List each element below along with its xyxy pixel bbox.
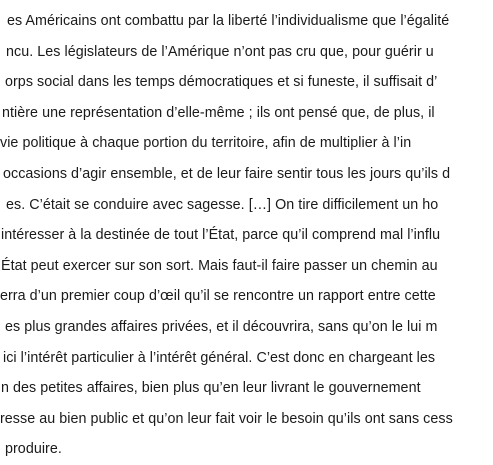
text-line: es Américains ont combattu par la liberté l’individualisme que l’égalité [7,13,450,29]
text-line: es. C’était se conduire avec sagesse. […] On tire difficilement un ho [6,196,439,213]
text-line: resse au bien public et qu’on leur fait voir le besoin qu’ils ont sans cess [0,410,453,427]
text-line: es plus grandes affaires privées, et il découvrira, sans qu’on le lui m [5,318,438,335]
text-line: intéresser à la destinée de tout l’État, parce qu’il comprend mal l’influ [1,227,441,244]
text-line: erra d’un premier coup d’œil qu’il se rencontre un rapport entre cette [0,288,436,305]
text-line: ici l’intérêt particulier à l’intérêt général. C’est donc en chargeant les [3,349,436,366]
text-line: n des petites affaires, bien plus qu’en leur livrant le gouvernement [1,380,421,397]
text-line: État peut exercer sur son sort. Mais faut-il faire passer un chemin au [1,257,438,274]
text-line: ntière une représentation d’elle-même ; ils ont pensé que, de plus, il [2,104,435,121]
text-line: ncu. Les législateurs de l’Amérique n’ont pas cru que, pour guérir u [6,43,434,60]
text-line: vie politique à chaque portion du territoire, afin de multiplier à l’in [0,135,412,152]
text-line: orps social dans les temps démocratiques et si funeste, il suffisait d’ [5,74,438,91]
text-line: occasions d’agir ensemble, et de leur faire sentir tous les jours qu’ils d [3,165,451,182]
text-line: produire. [5,441,62,458]
text-excerpt [0,6,493,465]
